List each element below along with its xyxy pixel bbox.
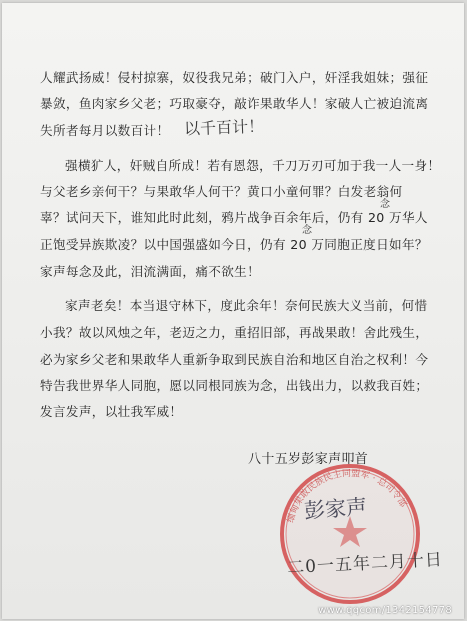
body-line: 人耀武扬威！侵村掠寨，奴役我兄弟；破门入户，奸淫我姐妹；强征 bbox=[40, 70, 429, 85]
signature-line: 八十五岁彭家声叩首 bbox=[248, 452, 369, 467]
handwritten-signature: 彭家声 bbox=[303, 494, 368, 524]
body-line: 辜？试问天下，谁知此时此刻，鸦片战争百余年后，仍有 20 万华人 bbox=[40, 210, 428, 225]
handwritten-edit: 念 bbox=[302, 225, 312, 236]
body-line: 正饱受异族欺凌？以中国强盛如今日，仍有 20 万同胞正度日如年？ bbox=[40, 237, 428, 252]
body-line: 发言发声，以壮我军威！ bbox=[40, 404, 183, 419]
stamp-ring-text: 缅甸果敢民族民主同盟军 · 总司令部 bbox=[286, 468, 408, 524]
body-line: 家声每念及此，泪流满面，痛不欲生！ bbox=[40, 264, 261, 279]
body-line: 家声老矣！本当退守林下，度此余年！奈何民族大义当前，何惜 bbox=[65, 298, 428, 313]
body-line: 小我？故以风烛之年，老迈之力，重招旧部，再战果敢！舍此残生， bbox=[40, 325, 429, 340]
body-line: 特告我世界华人同胞，愿以同根同族为念，出钱出力，以救我百姓； bbox=[40, 378, 429, 393]
body-line: 暴敛，鱼肉家乡父老；巧取豪夺，敲诈果敢华人！家破人亡被迫流离 bbox=[40, 96, 429, 111]
handwritten-edit: 念 bbox=[380, 199, 390, 210]
handwritten-insert: 以千百计！ bbox=[183, 116, 265, 139]
body-line: 强横犷人，奸贼自所成！若有恩怨，千刀万刃可加于我一人一身！ bbox=[65, 158, 441, 173]
body-line: 与父老乡亲何干？与果敢华人何干？黄口小童何罪？白发老翁何 bbox=[40, 184, 403, 199]
watermark: www.qqcom/1342154778 bbox=[318, 605, 452, 616]
official-seal-stamp bbox=[270, 454, 430, 614]
body-line: 必为家乡父老和果敢华人重新争取到民族自治和地区自治之权利！今 bbox=[40, 352, 429, 367]
handwritten-date: 二0一五年二月十日 bbox=[286, 549, 444, 579]
body-line: 失所者每月以数百计！ bbox=[40, 123, 170, 138]
letter-page bbox=[2, 3, 464, 619]
